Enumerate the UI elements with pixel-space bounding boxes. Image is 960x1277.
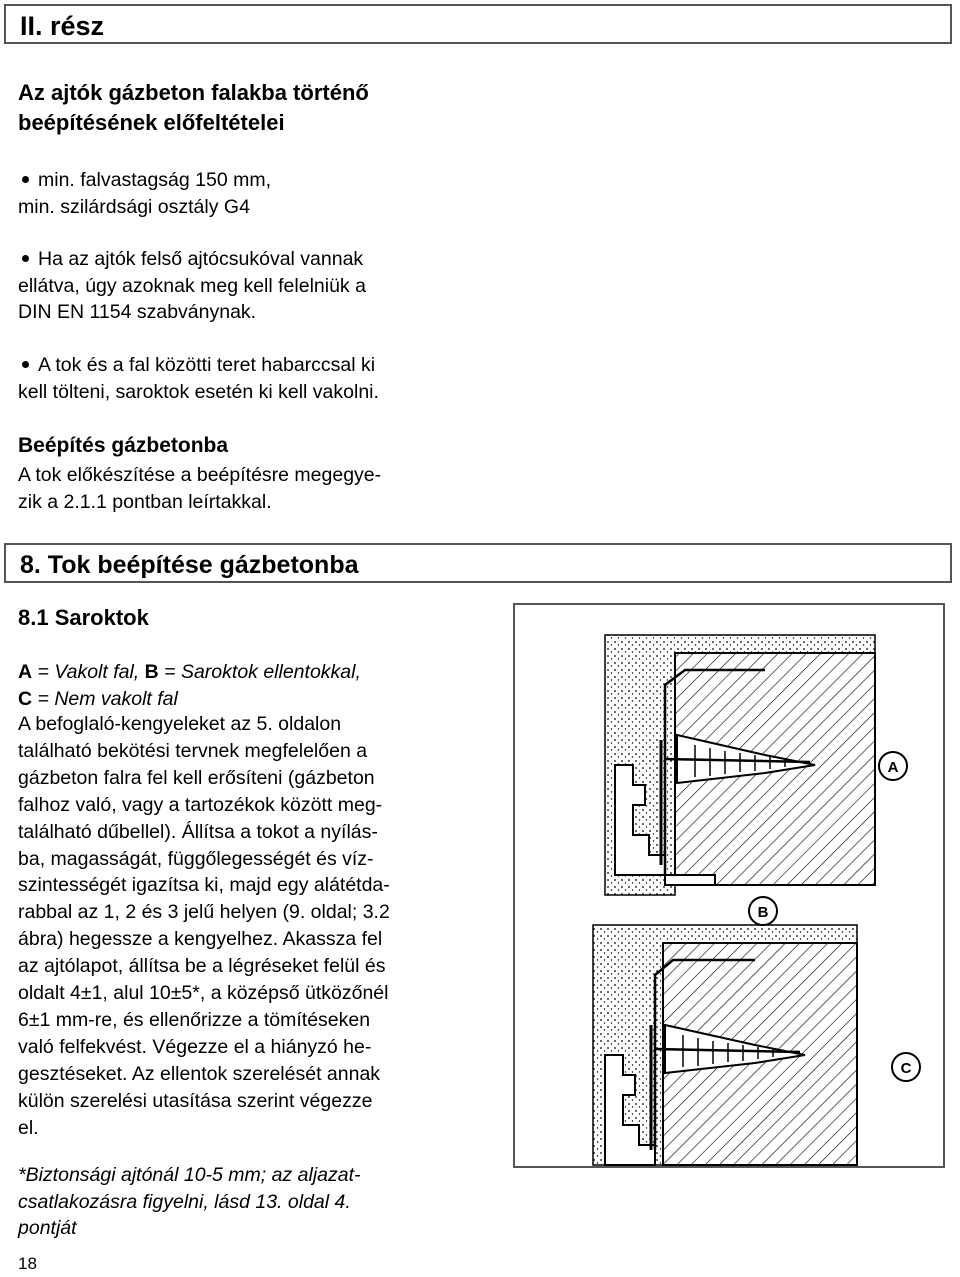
detail-a-drawing [605, 635, 875, 895]
bullet-item [18, 167, 458, 220]
detail-bc-drawing [593, 925, 857, 1165]
instruction-body [18, 711, 458, 1142]
legend-letter-b: B [144, 661, 159, 683]
label-c: C [900, 1060, 912, 1077]
instruction-line: gesztéseket. Az ellentok szerelését annak [18, 1062, 381, 1085]
instruction-line: oldalt 4±1, alul 10±5*, a középső ütközőnél [18, 982, 389, 1005]
part-title: II. rész [20, 11, 105, 41]
bullet-text: A tok és a fal közötti teret habarccsal ki [38, 354, 376, 376]
label-a: A [887, 759, 899, 776]
chapter-title: 8. Tok beépítése gázbetonba [20, 551, 359, 579]
bullet-item [18, 246, 458, 326]
footnote-line: pontját [18, 1217, 77, 1239]
label-c-marker [892, 1053, 920, 1081]
subsection-title: 8.1 Saroktok [18, 605, 149, 630]
instruction-line: ábra) hegessze a kengyelhez. Akassza fel [18, 928, 383, 951]
instruction-line: A befoglaló-kengyeleket az 5. oldalon [18, 713, 342, 735]
bullet-dot-icon [22, 255, 29, 262]
label-b: B [757, 904, 769, 921]
label-a-marker [879, 752, 907, 780]
instruction-line: 6±1 mm-re, és ellenőrizze a tömítéseken [18, 1008, 371, 1031]
instruction-line: külön szerelési utasítása szerint végezze [18, 1089, 373, 1112]
installation-figure [513, 603, 945, 1168]
bullet-dot-icon [22, 176, 29, 183]
bullet-text: Ha az ajtók felső ajtócsukóval vannak [38, 248, 364, 270]
instruction-line: található dűbellel). Állítsa a tokot a nyílás- [18, 820, 378, 843]
bullet-text: min. szilárdsági osztály G4 [18, 195, 250, 218]
install-title: Beépítés gázbetonba [18, 434, 229, 457]
install-text [18, 462, 458, 515]
bullet-text: kell tölteni, saroktok esetén ki kell vakolni. [18, 380, 379, 403]
legend-text-c: = Nem vakolt fal [32, 687, 178, 710]
part-header [4, 4, 952, 44]
legend-text-b: = Saroktok ellentokkal, [158, 661, 361, 683]
bullet-item [18, 352, 458, 405]
label-b-marker [749, 897, 777, 925]
instruction-line: az ajtólapot, állítsa be a légréseket felül és [18, 955, 386, 978]
chapter-header [4, 543, 952, 583]
legend-letter-a: A [18, 661, 33, 683]
bullet-text: DIN EN 1154 szabványnak. [18, 301, 257, 323]
legend-text-a: = Vakolt fal, [32, 661, 145, 683]
instruction-line: rabbal az 1, 2 és 3 jelű helyen (9. oldal; 3.2 [18, 901, 390, 924]
bullet-text: ellátva, úgy azoknak meg kell felelniük a [18, 274, 366, 297]
footnote [18, 1162, 458, 1242]
instruction-line: ba, magasságát, függőlegességét és víz- [18, 847, 374, 870]
page-number: 18 [18, 1254, 37, 1273]
instruction-line: gázbeton falra fel kell erősíteni (gázbeton [18, 766, 375, 789]
instruction-line: való felfekvést. Végezze el a hiányzó he- [18, 1035, 372, 1058]
install-text-line: A tok előkészítése a beépítésre megegye- [18, 464, 382, 486]
instruction-line: el. [18, 1116, 39, 1139]
bullet-text: min. falvastagság 150 mm, [38, 169, 272, 191]
instruction-line: szintességét igazítsa ki, majd egy alátétda- [18, 874, 390, 897]
figure-legend [18, 659, 488, 712]
legend-letter-c: C [18, 687, 33, 710]
footnote-line: *Biztonsági ajtónál 10-5 mm; az aljazat- [18, 1164, 361, 1186]
section-title-line: Az ajtók gázbeton falakba történő [18, 80, 369, 105]
install-text-line: zik a 2.1.1 pontban leírtakkal. [18, 490, 272, 513]
section-title-line: beépítésének előfeltételei [18, 110, 285, 135]
instruction-line: található bekötési tervnek megfelelően a [18, 739, 368, 762]
bullet-dot-icon [22, 361, 29, 368]
footnote-line: csatlakozásra figyelni, lásd 13. oldal 4. [18, 1190, 351, 1213]
section-title [18, 78, 478, 138]
installation-drawing [515, 605, 943, 1166]
instruction-line: falhoz való, vagy a tartozékok között meg- [18, 793, 383, 816]
